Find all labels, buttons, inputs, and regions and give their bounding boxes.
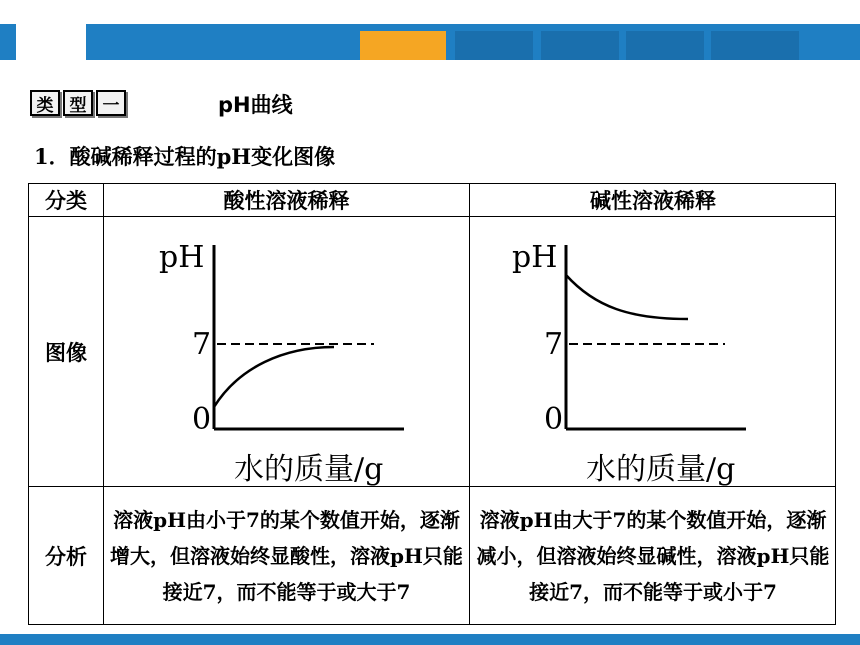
header-tab-3[interactable] [626, 31, 704, 60]
row-label-graph: 图像 [45, 339, 87, 365]
badge-char: 型 [63, 90, 93, 116]
y-axis-label: pH [512, 240, 558, 275]
base-analysis-text: 溶液pH由大于7的某个数值开始，逐渐减小，但溶液始终显碱性，溶液pH只能接近7，而不能等于或小于7 [476, 508, 830, 604]
header-acid: 酸性溶液稀释 [223, 188, 350, 213]
x-axis-label: 水的质量/g [586, 452, 736, 486]
footer-bar [0, 634, 860, 645]
badge-char: 一 [96, 90, 126, 116]
subheading: 1．酸碱稀释过程的pH变化图像 [34, 144, 336, 169]
y-axis-label: pH [159, 240, 205, 275]
ref-value-label: 7 [192, 327, 212, 362]
badge-char: 类 [30, 90, 60, 116]
origin-label: 0 [192, 402, 212, 437]
acid-dilution-graph [104, 217, 468, 486]
header-tab-active[interactable] [360, 31, 446, 60]
header-left-bar [0, 24, 16, 60]
header-tab-4[interactable] [711, 31, 799, 60]
acid-ph-curve [214, 347, 334, 407]
type-badge [30, 90, 126, 116]
header-base: 碱性溶液稀释 [590, 188, 716, 213]
origin-label: 0 [544, 402, 564, 437]
header-tab-2[interactable] [541, 31, 619, 60]
header-tab-1[interactable] [455, 31, 533, 60]
row-label-analysis: 分析 [45, 544, 87, 569]
base-dilution-graph [470, 217, 836, 486]
section-title: pH曲线 [218, 93, 293, 117]
acid-analysis-text: 溶液pH由小于7的某个数值开始，逐渐增大，但溶液始终显酸性，溶液pH只能接近7，而不能等于或大于7 [110, 508, 463, 604]
base-ph-curve [566, 275, 688, 319]
ref-value-label: 7 [544, 327, 564, 362]
ph-table [28, 183, 836, 625]
x-axis-label: 水的质量/g [234, 452, 384, 486]
header-category: 分类 [45, 188, 87, 213]
